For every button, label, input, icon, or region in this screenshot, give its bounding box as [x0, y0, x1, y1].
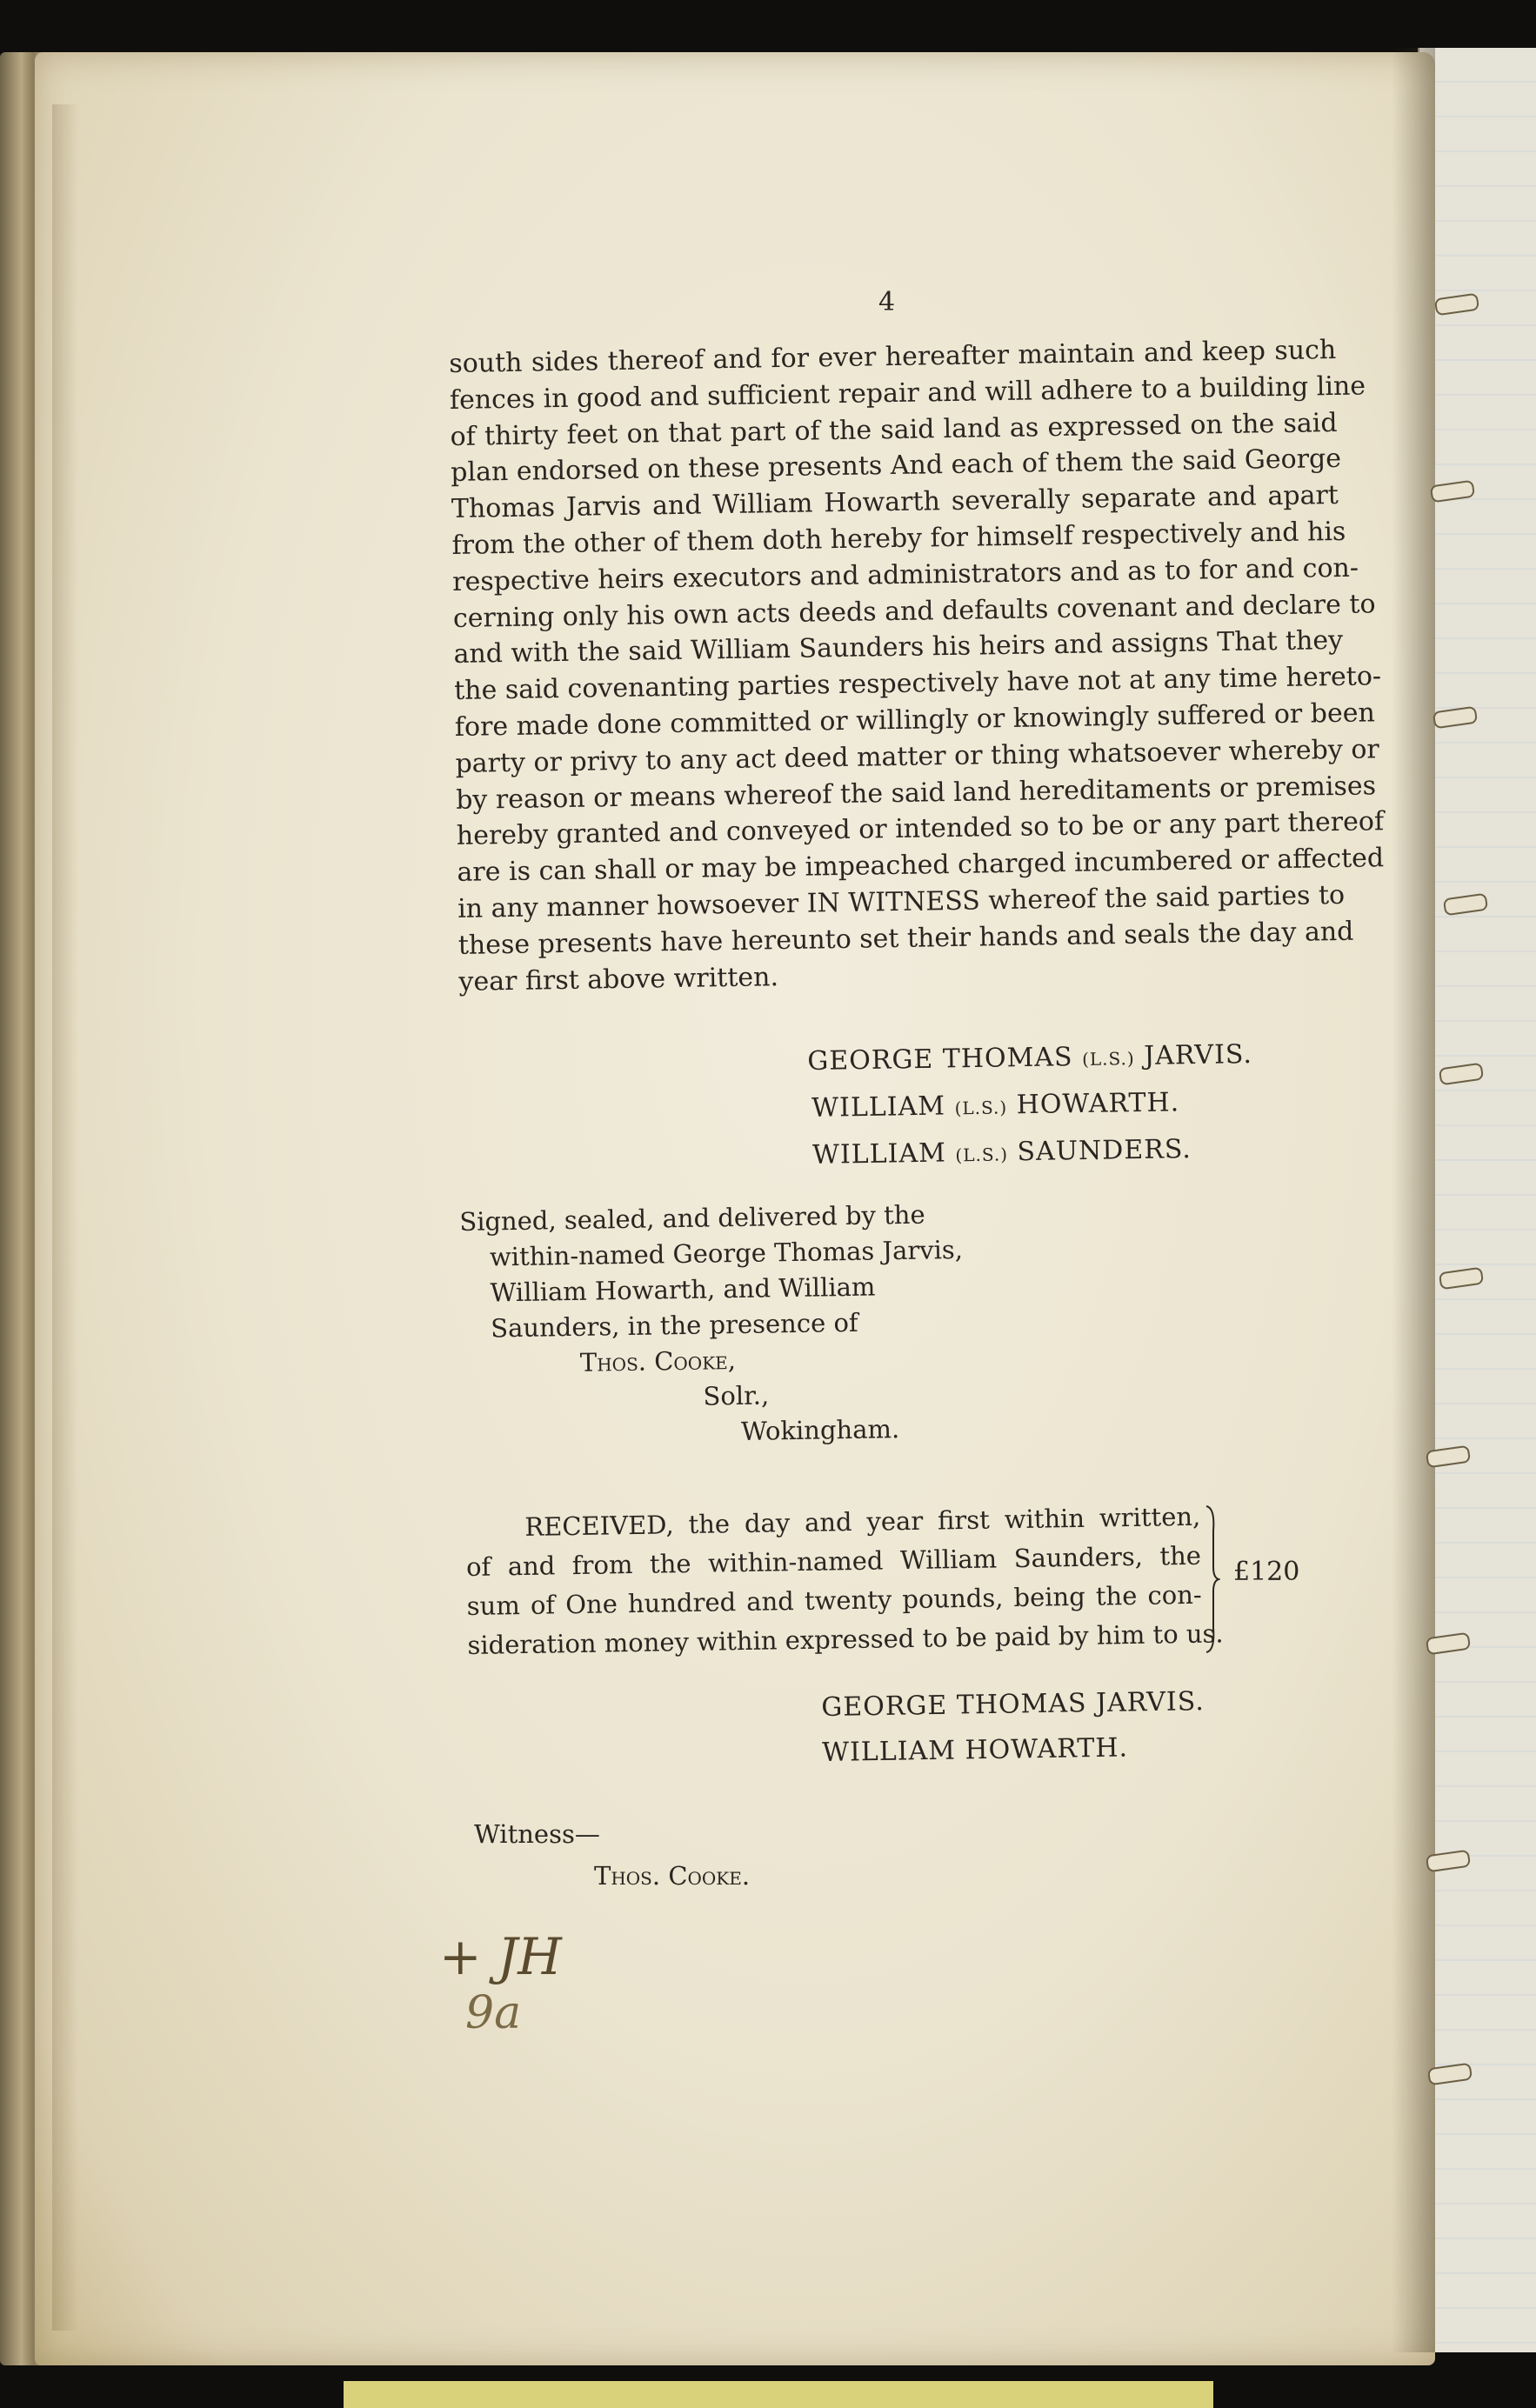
signature-line: GEORGE THOMAS (L.S.) JARVIS. — [807, 1038, 1253, 1077]
receipt-signature: WILLIAM HOWARTH. — [821, 1732, 1129, 1768]
body-line: south sides thereof and for ever hereafter maintain and keep such — [449, 334, 1337, 379]
body-line: party or privy to any act deed matter or thing whatsoever whereby or — [455, 734, 1379, 779]
body-line: these presents have hereunto set their hands and seals the day and — [457, 916, 1354, 961]
body-line: hereby granted and conveyed or intended so to be or any part thereof — [456, 806, 1385, 852]
witness-place: Wokingham. — [740, 1414, 900, 1446]
body-line: fore made done committed or willingly or knowingly suffered or been — [454, 697, 1376, 743]
attestation-clause — [459, 1197, 966, 1454]
deed-body-text — [449, 332, 1385, 1000]
page-number: 4 — [878, 287, 896, 317]
body-line: year first above written. — [458, 961, 779, 997]
curly-brace — [1203, 1504, 1220, 1654]
witness-name: Thos. Cooke. — [594, 1861, 751, 1891]
receipt-witness — [474, 1813, 750, 1897]
body-line: in any manner howsoever IN WITNESS whereof the said parties to — [457, 879, 1346, 924]
receipt-amount: £120 — [1233, 1557, 1300, 1587]
body-line: from the other of them doth hereby for himself respectively and his — [451, 516, 1346, 561]
receipt-line: sum of One hundred and twenty pounds, being the con- — [466, 1579, 1202, 1621]
attestation-line: Signed, sealed, and delivered by the — [459, 1199, 925, 1237]
receipt-clause — [465, 1497, 1224, 1665]
receipt-signatures — [821, 1679, 1205, 1776]
witness-title: Solr., — [703, 1380, 770, 1411]
body-line: and with the said William Saunders his heirs and assigns That they — [453, 625, 1344, 670]
handwritten-note: 9a — [465, 1987, 522, 2039]
body-line: by reason or means whereof the said land hereditaments or premises — [455, 770, 1377, 816]
body-line: are is can shall or may be impeached charged incumbered or affected — [457, 843, 1385, 889]
body-line: the said covenanting parties respectively have not at any time hereto- — [453, 661, 1382, 707]
body-line: Thomas Jarvis and William Howarth severally separate and apart — [451, 480, 1339, 525]
body-line: plan endorsed on these presents And each of them the said George — [451, 444, 1342, 489]
receipt-line: sideration money within expressed to be paid by him to us. — [467, 1618, 1224, 1660]
attestation-line: Saunders, in the presence of — [490, 1307, 858, 1344]
body-line: of thirty feet on that part of the said land as expressed on the said — [450, 407, 1338, 452]
witness-name: Thos. Cooke, — [579, 1345, 737, 1377]
receipt-line: of and from the within-named William Saunders, the — [465, 1540, 1202, 1582]
signature-line: WILLIAM (L.S.) SAUNDERS. — [811, 1134, 1192, 1171]
body-line: respective heirs executors and administrators and as to for and con- — [451, 552, 1359, 597]
body-line: fences in good and sufficient repair and will adhere to a building line — [449, 370, 1366, 416]
signature-block — [807, 1032, 1254, 1180]
body-line: cerning only his own acts deeds and defaults covenant and declare to — [452, 588, 1376, 634]
handwritten-mark: + JH — [439, 1927, 562, 1986]
receipt-line: RECEIVED, the day and year first within written, — [524, 1501, 1201, 1542]
witness-label: Witness— — [474, 1819, 600, 1849]
receipt-signature: GEORGE THOMAS JARVIS. — [821, 1686, 1205, 1723]
attestation-line: William Howarth, and William — [490, 1271, 876, 1308]
attestation-line: within-named George Thomas Jarvis, — [489, 1234, 964, 1272]
signature-line: WILLIAM (L.S.) HOWARTH. — [811, 1087, 1180, 1124]
